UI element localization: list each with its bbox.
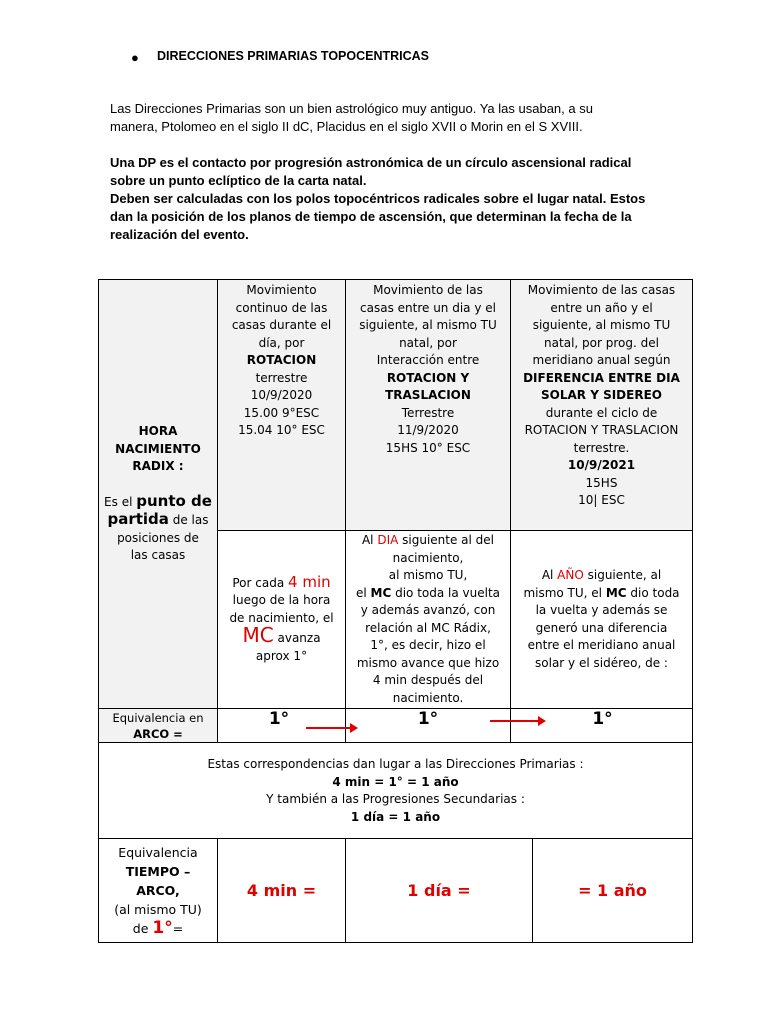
definition-paragraph	[110, 154, 658, 244]
day-exp-line: relación al MC Rádix,	[365, 620, 491, 635]
rotation-exp-line: de nacimiento, el	[229, 610, 334, 625]
time-value-cell-3	[532, 838, 693, 943]
rotation-exp-line: aprox 1°	[255, 648, 308, 663]
summary-line: Y también a las Progresiones Secundarias :	[266, 792, 525, 806]
col2-line: siguiente, al mismo TU	[359, 318, 497, 332]
day-explanation-cell	[345, 530, 511, 709]
red-arrow-icon	[490, 720, 544, 722]
rotation-header-cell	[217, 279, 346, 531]
col3-time: 10| ESC	[578, 493, 625, 507]
summary-line: Estas correspondencias dan lugar a las Direcciones Primarias :	[207, 757, 584, 771]
time-arc-label-line: TIEMPO – ARCO,	[125, 864, 191, 898]
arc-label-line: Equivalencia en	[112, 710, 204, 725]
day-exp-line: nacimiento.	[392, 690, 464, 705]
arc-value: 1°	[268, 709, 290, 729]
time-arc-label-cell	[98, 838, 218, 943]
radix-desc-1: Es el punto de	[104, 491, 212, 510]
radix-title-3: RADIX :	[132, 459, 184, 474]
interaction-header-cell	[345, 279, 511, 531]
col3-line: natal, por prog. del	[544, 335, 659, 350]
col1-line: día, por	[258, 335, 305, 350]
definition-line-2: sobre un punto eclíptico de la carta natal.	[110, 173, 367, 188]
radix-desc-3: posiciones de	[117, 530, 199, 545]
definition-line-5: realización del evento.	[110, 227, 249, 242]
day-exp-line: nacimiento,	[392, 550, 464, 565]
year-explanation-cell	[510, 530, 693, 709]
col3-line: meridiano anual según	[532, 353, 671, 367]
col3-line: Movimiento de las casas	[527, 283, 676, 297]
red-arrow-icon	[306, 727, 356, 729]
arc-equivalence-label	[98, 708, 218, 743]
col2-line: Terrestre	[401, 405, 455, 420]
time-arc-label-line: (al mismo TU)	[114, 902, 202, 917]
definition-line-3: Deben ser calculadas con los polos topocéntricos radicales sobre el lugar natal. Estos	[110, 191, 646, 206]
arc-value: 1°	[592, 709, 613, 729]
day-exp-line: 1°, es decir, hizo el	[370, 638, 486, 652]
definition-line-1: Una DP es el contacto por progresión astronómica de un círculo ascensional radical	[110, 155, 632, 170]
col1-date: 10/9/2020	[250, 388, 313, 402]
year-exp-line: entre el meridiano anual	[527, 638, 676, 652]
time-value-cell-1	[217, 838, 346, 943]
day-exp-line: el MC dio toda la vuelta	[355, 585, 501, 600]
bullet-icon: ●	[131, 50, 139, 65]
col2-line: ROTACION Y	[386, 370, 470, 385]
col3-line: SOLAR Y SIDEREO	[541, 388, 662, 402]
time-value: 1 día =	[407, 880, 471, 900]
rotation-explanation-cell	[217, 530, 346, 709]
day-exp-line: 4 min después del	[372, 673, 484, 687]
col1-line: casas durante el	[231, 318, 332, 332]
col2-line: natal, por	[399, 335, 457, 350]
arc-value-cell-1	[217, 708, 346, 743]
day-exp-line: Al DIA siguiente al del	[361, 533, 495, 547]
col3-date: 10/9/2021	[567, 458, 636, 472]
year-exp-line: mismo TU, el MC dio toda	[523, 585, 680, 600]
year-exp-line: Al AÑO siguiente, al	[541, 568, 662, 582]
col1-time: 15.04 10° ESC	[238, 423, 325, 437]
arc-label-line: ARCO =	[133, 726, 183, 741]
col3-time: 15HS	[585, 475, 618, 490]
col1-line: continuo de las	[235, 300, 328, 315]
annual-header-cell	[510, 279, 693, 531]
col2-line: Movimiento de las	[373, 283, 483, 297]
year-exp-line: solar y el sidéreo, de :	[535, 655, 668, 670]
page-heading: DIRECCIONES PRIMARIAS TOPOCENTRICAS	[157, 49, 430, 63]
rotation-exp-line: luego de la hora	[232, 593, 331, 608]
col3-line: entre un año y el	[550, 300, 653, 315]
radix-desc-2: partida de las	[107, 510, 209, 529]
col2-time: 15HS 10° ESC	[385, 440, 471, 455]
day-exp-line: al mismo TU,	[388, 568, 468, 582]
radix-title-1: HORA	[138, 424, 178, 439]
summary-formula: 1 día = 1 año	[350, 809, 441, 824]
radix-title-2: NACIMIENTO	[115, 441, 201, 456]
intro-line-1: Las Direcciones Primarias son un bien astrológico muy antiguo. Ya las usaban, a su	[110, 101, 593, 116]
col2-line: casas entre un dia y el	[360, 300, 496, 315]
day-exp-line: y además avanzó, con	[360, 603, 496, 617]
radix-desc-4: las casas	[130, 548, 186, 563]
year-exp-line: la vuelta y además se	[535, 603, 668, 617]
col1-time: 15.00 9°ESC	[243, 405, 320, 420]
col3-line: terrestre.	[573, 440, 630, 455]
col3-line: durante el ciclo de	[545, 405, 658, 420]
arc-value: 1°	[417, 709, 439, 729]
radix-cell	[98, 279, 218, 709]
time-arc-label-line: de 1°=	[132, 918, 184, 938]
rotation-exp-line: Por cada 4 min	[232, 572, 331, 591]
col2-line: Interacción entre	[376, 353, 480, 367]
summary-cell	[98, 742, 693, 839]
col2-line: TRASLACION	[385, 388, 471, 402]
col3-line: siguiente, al mismo TU	[532, 318, 671, 332]
col3-line: DIFERENCIA ENTRE DIA	[523, 370, 680, 385]
col2-date: 11/9/2020	[397, 423, 459, 437]
time-value-cell-2	[345, 838, 533, 943]
day-exp-line: mismo avance que hizo	[356, 655, 500, 670]
rotation-exp-line: MC avanza	[242, 623, 321, 648]
year-exp-line: generó una diferencia	[535, 620, 668, 635]
intro-paragraph	[110, 100, 658, 136]
col1-line: ROTACION	[246, 353, 317, 367]
col1-line: Movimiento	[246, 283, 317, 297]
summary-formula: 4 min = 1° = 1 año	[332, 774, 459, 789]
intro-line-2: manera, Ptolomeo en el siglo II dC, Placidus en el siglo XVII o Morin en el S XVIII.	[110, 119, 583, 134]
definition-line-4: dan la posición de los planos de tiempo de ascensión, que determinan la fecha de la	[110, 209, 632, 224]
col1-line: terrestre	[255, 370, 308, 385]
time-value: = 1 año	[578, 880, 647, 900]
time-value: 4 min =	[246, 880, 317, 900]
col3-line: ROTACION Y TRASLACION	[524, 423, 679, 437]
arc-value-cell-2	[345, 708, 511, 743]
time-arc-label-line: Equivalencia	[118, 845, 198, 860]
